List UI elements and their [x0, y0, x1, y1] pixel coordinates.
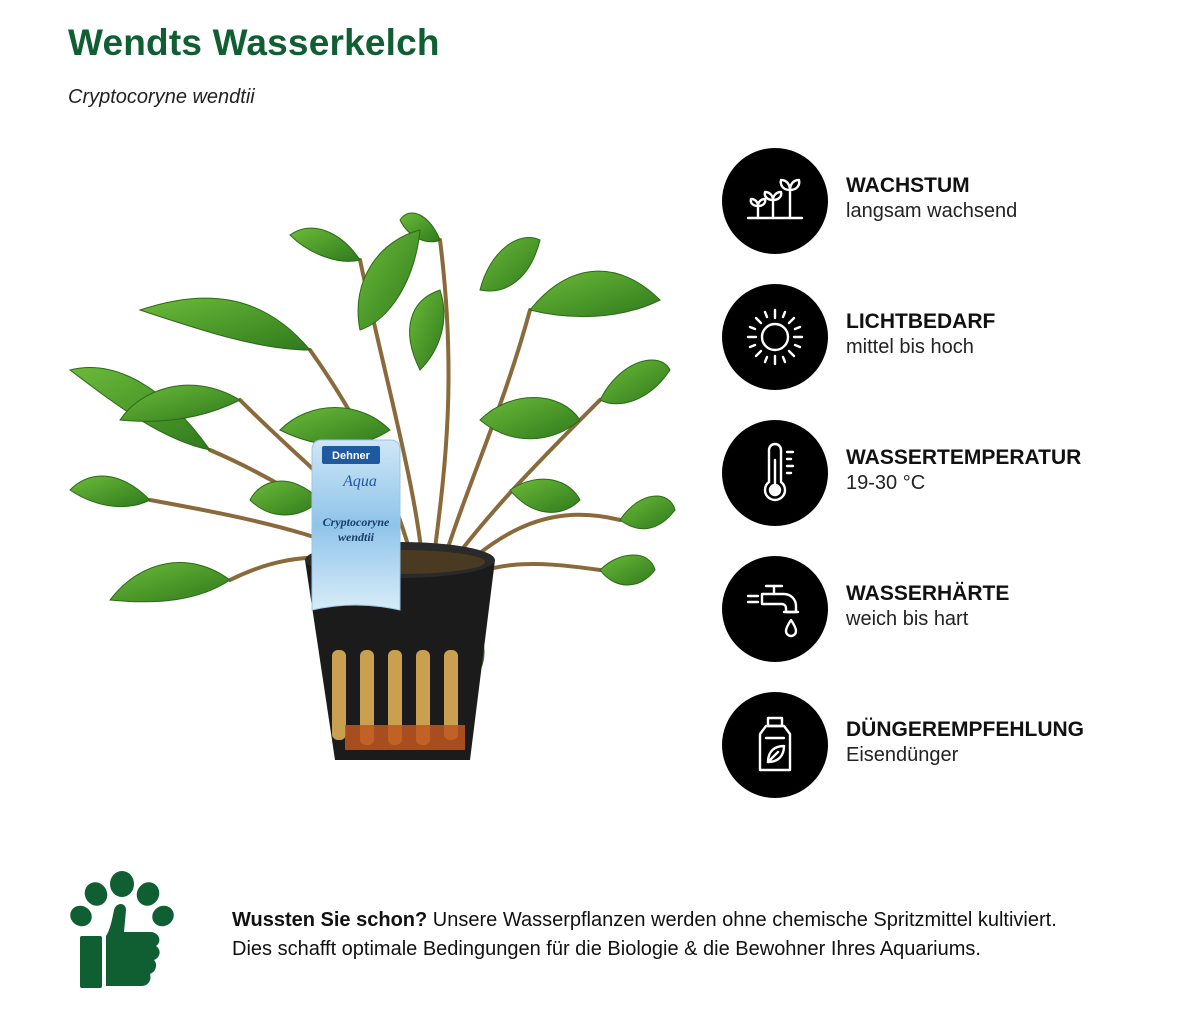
- did-you-know-text: [232, 906, 1172, 964]
- tag-sub: Aqua: [343, 473, 377, 490]
- property-value: mittel bis hoch: [846, 336, 974, 358]
- property-label: WACHSTUM: [846, 174, 970, 197]
- tag-brand: Dehner: [332, 450, 370, 462]
- property-label: LICHTBEDARF: [846, 310, 996, 333]
- did-you-know-line2: Dies schafft optimale Bedingungen für die Biologie & die Bewohner Ihres Aquariums.: [232, 938, 981, 960]
- property-value: Eisendünger: [846, 744, 959, 766]
- property-light: [722, 284, 1182, 390]
- page-title: Wendts Wasserkelch: [68, 22, 440, 63]
- property-label: WASSERTEMPERATUR: [846, 446, 1082, 469]
- property-hardness: [722, 556, 1182, 662]
- property-label: DÜNGEREMPFEHLUNG: [846, 718, 1085, 741]
- thumbs-up-leaves-icon: [66, 870, 178, 992]
- did-you-know-line1: Unsere Wasserpflanzen werden ohne chemische Spritzmittel kultiviert.: [427, 909, 1057, 931]
- thermometer-icon: [722, 420, 828, 526]
- did-you-know-heading: Wussten Sie schon?: [232, 909, 428, 931]
- property-growth: [722, 148, 1182, 254]
- property-label: WASSERHÄRTE: [846, 582, 1010, 605]
- property-fertilizer: [722, 692, 1182, 798]
- water-tap-icon: [722, 556, 828, 662]
- property-value: 19-30 °C: [846, 472, 926, 494]
- property-temperature: [722, 420, 1182, 526]
- property-value: weich bis hart: [846, 608, 969, 630]
- fertilizer-bottle-icon: [722, 692, 828, 798]
- tag-line2: wendtii: [337, 530, 375, 544]
- plant-product-image: [60, 200, 680, 780]
- sun-icon: [722, 284, 828, 390]
- seedlings-growth-icon: [722, 148, 828, 254]
- tag-line1: Cryptocoryne: [322, 515, 390, 529]
- property-value: langsam wachsend: [846, 200, 1018, 222]
- latin-name: Cryptocoryne wendtii: [68, 86, 255, 108]
